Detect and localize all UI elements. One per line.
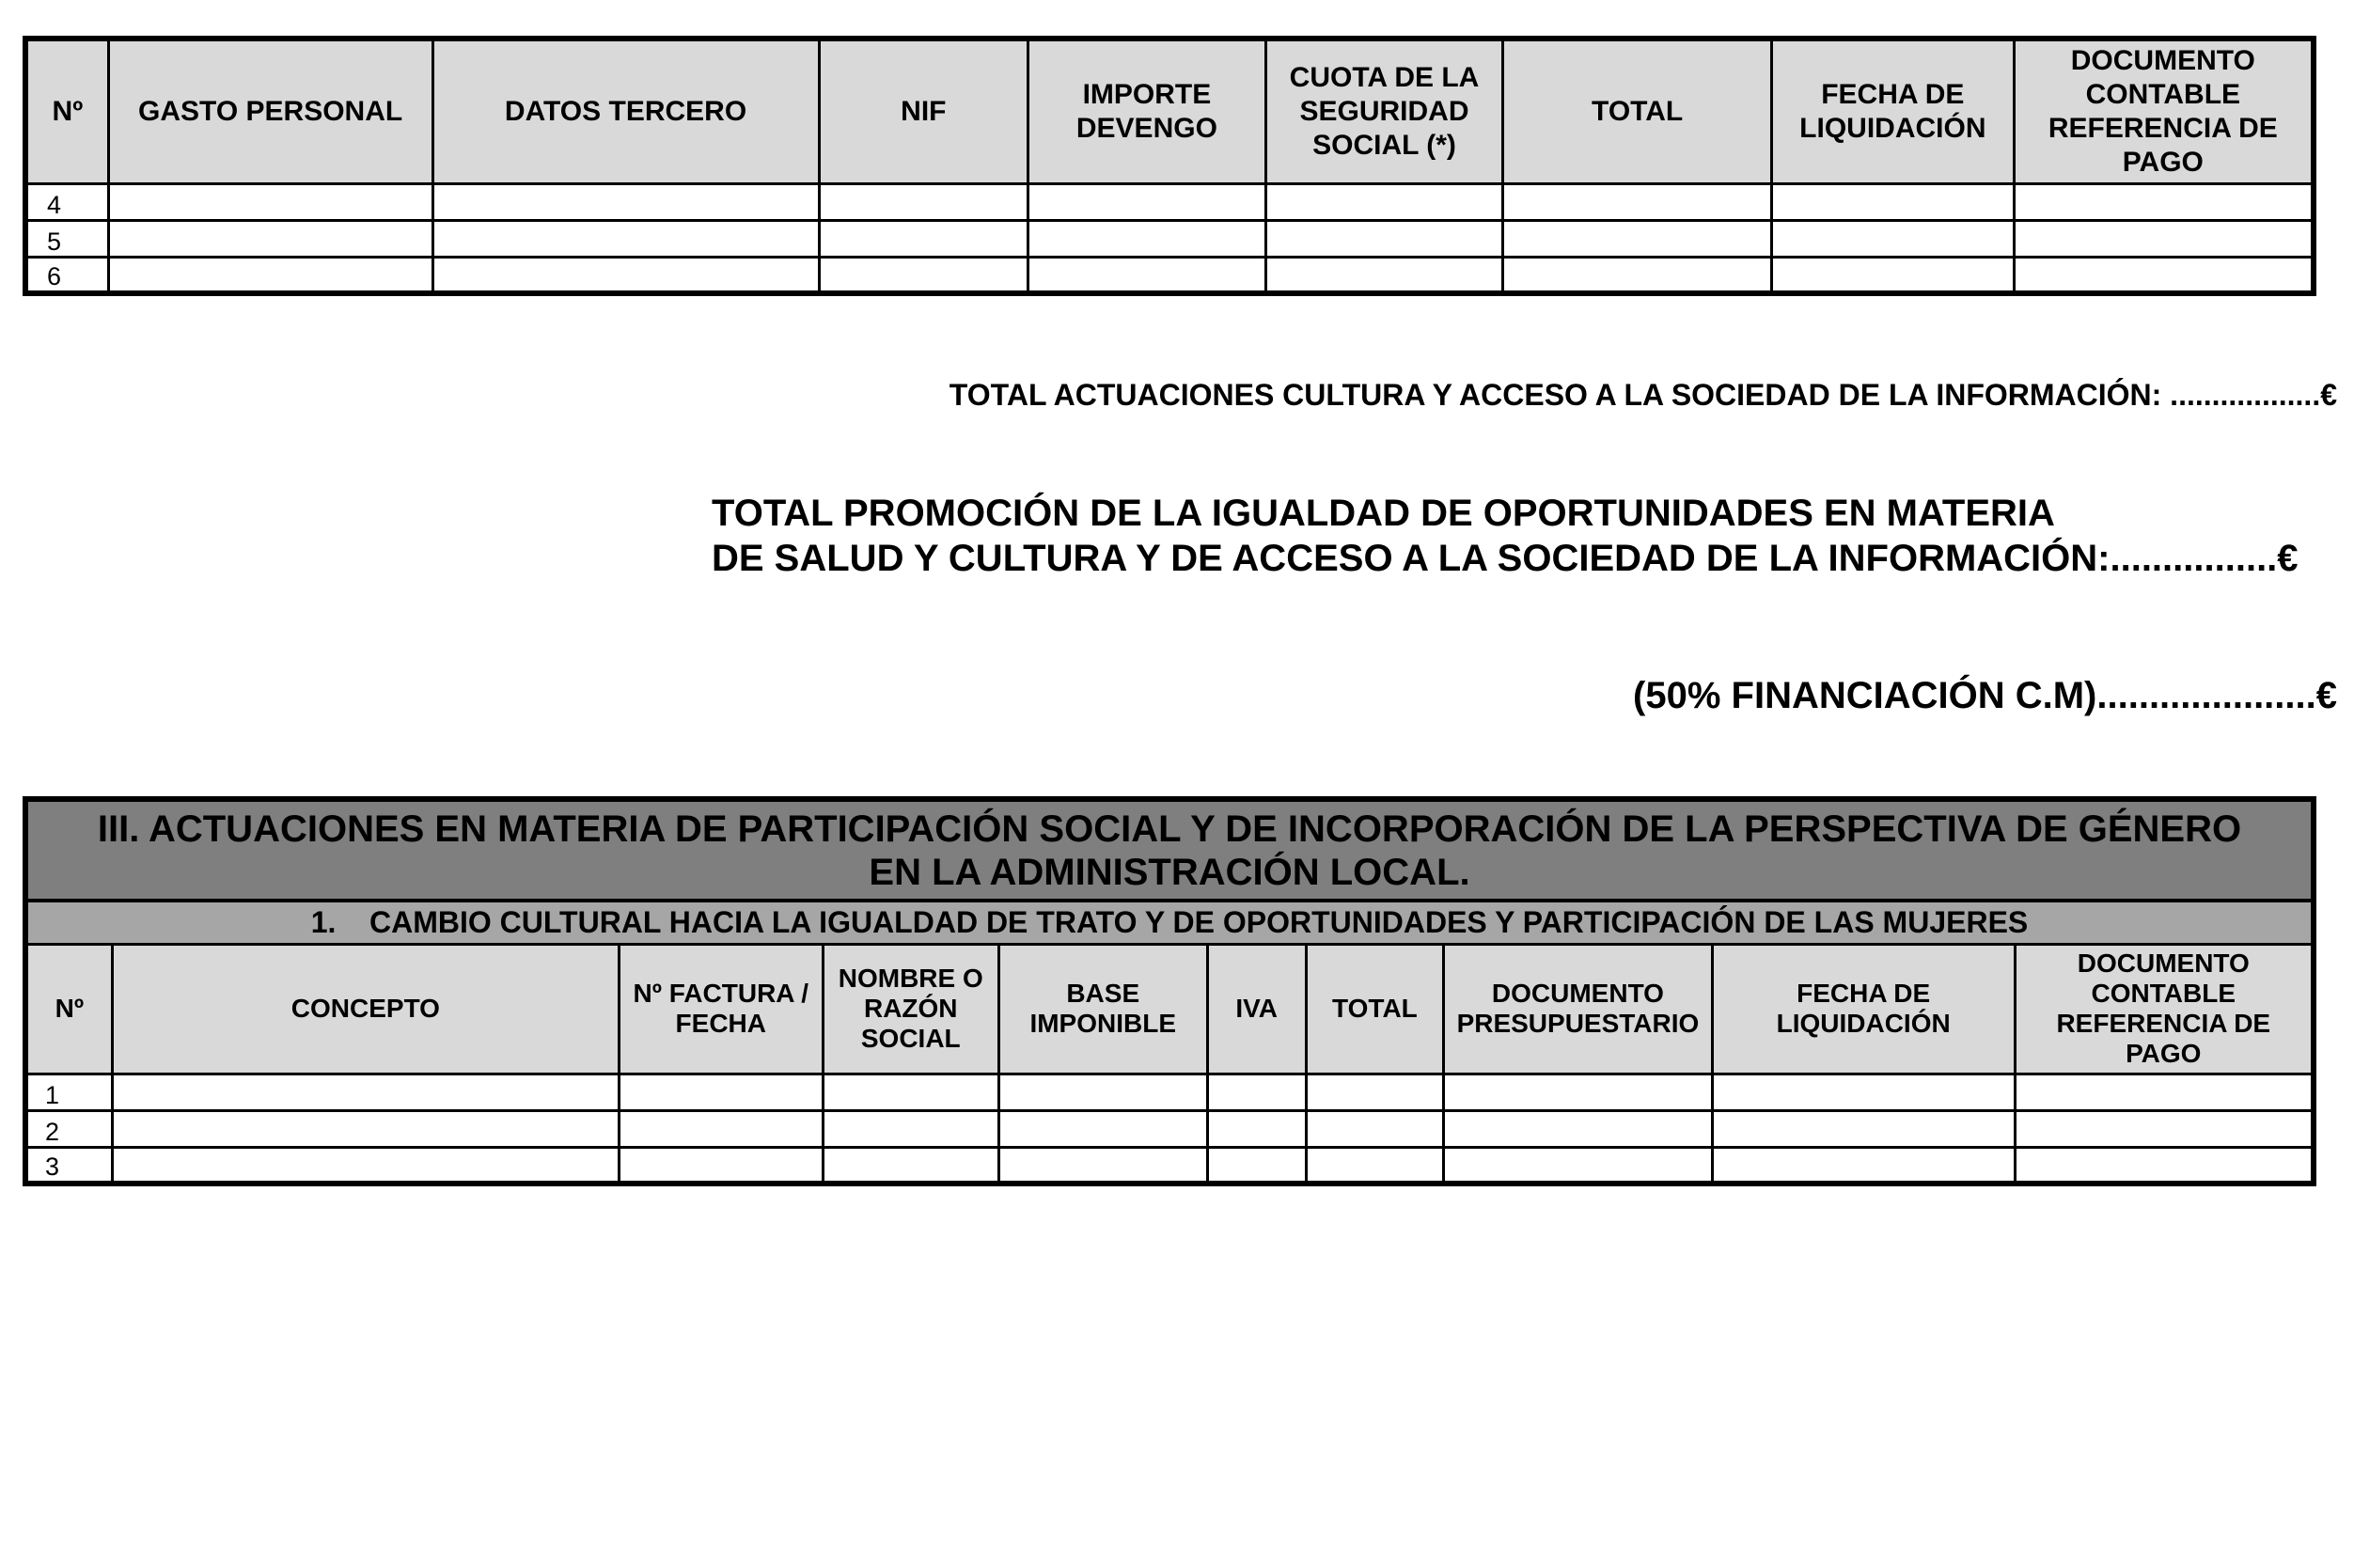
table-cell[interactable]: [432, 220, 819, 257]
table-header-row: [25, 39, 2314, 183]
table-cell[interactable]: [1265, 257, 1503, 293]
table-cell[interactable]: [620, 1074, 824, 1110]
table-cell[interactable]: [1306, 1110, 1443, 1147]
table-cell[interactable]: [1028, 257, 1266, 293]
table-cell[interactable]: [819, 220, 1028, 257]
table-cell[interactable]: [823, 1074, 998, 1110]
table-cell[interactable]: [819, 257, 1028, 293]
col-header-total: TOTAL: [1503, 39, 1772, 183]
col-header-num: Nº: [25, 944, 112, 1074]
table-cell[interactable]: [2015, 1074, 2314, 1110]
financiacion-line: (50% FINANCIACIÓN C.M).....................€: [1633, 675, 2337, 716]
col-header-base-imponible: BASE IMPONIBLE: [998, 944, 1207, 1074]
col-header-num: Nº: [25, 39, 108, 183]
col-header-documento-contable: DOCUMENTO CONTABLE REFERENCIA DE PAGO: [2015, 944, 2314, 1074]
table-cell[interactable]: [1306, 1147, 1443, 1184]
table-cell[interactable]: [1444, 1110, 1713, 1147]
table-cell[interactable]: [112, 1147, 619, 1184]
table-cell[interactable]: [998, 1074, 1207, 1110]
table-cell[interactable]: [823, 1147, 998, 1184]
table-cell[interactable]: [432, 183, 819, 220]
col-header-gasto-personal: GASTO PERSONAL: [108, 39, 432, 183]
col-header-factura-fecha: Nº FACTURA / FECHA: [620, 944, 824, 1074]
col-header-nif: NIF: [819, 39, 1028, 183]
table-cell[interactable]: [1772, 220, 2015, 257]
total-cultura-line: TOTAL ACTUACIONES CULTURA Y ACCESO A LA SOCIEDAD DE LA INFORMACIÓN: ..................€: [949, 378, 2337, 412]
table-cell[interactable]: [1772, 257, 2015, 293]
table-cell[interactable]: [1306, 1074, 1443, 1110]
table-cell[interactable]: [1712, 1110, 2015, 1147]
row-number: 6: [25, 257, 108, 293]
section-title-row: [25, 799, 2314, 901]
table-header-row: [25, 944, 2314, 1074]
table-cell[interactable]: [1207, 1074, 1306, 1110]
subsection-title: 1. CAMBIO CULTURAL HACIA LA IGUALDAD DE TRATO Y DE OPORTUNIDADES Y PARTICIPACIÓN DE LAS MUJERES: [25, 901, 2314, 944]
table-cell[interactable]: [1503, 220, 1772, 257]
table-cell[interactable]: [998, 1110, 1207, 1147]
table-cell[interactable]: [620, 1147, 824, 1184]
table-cell[interactable]: [1444, 1147, 1713, 1184]
col-header-importe-devengo: IMPORTE DEVENGO: [1028, 39, 1266, 183]
table-cell[interactable]: [1207, 1147, 1306, 1184]
table-cell[interactable]: [1772, 183, 2015, 220]
table-cell[interactable]: [2014, 183, 2314, 220]
table-cell[interactable]: [998, 1147, 1207, 1184]
table-cell[interactable]: [1265, 183, 1503, 220]
table-cell[interactable]: [1503, 257, 1772, 293]
row-number: 1: [25, 1074, 112, 1110]
table-cell[interactable]: [819, 183, 1028, 220]
table-row: [25, 1110, 2314, 1147]
table-cell[interactable]: [1503, 183, 1772, 220]
table-cell[interactable]: [2015, 1110, 2314, 1147]
table-cell[interactable]: [108, 220, 432, 257]
section-title-line-2: EN LA ADMINISTRACIÓN LOCAL.: [869, 851, 1470, 893]
table-cell[interactable]: [1712, 1074, 2015, 1110]
col-header-datos-tercero: DATOS TERCERO: [432, 39, 819, 183]
table-cell[interactable]: [620, 1110, 824, 1147]
col-header-documento-presupuestario: DOCUMENTO PRESUPUESTARIO: [1444, 944, 1713, 1074]
participation-actions-table: [23, 796, 2316, 1186]
subsection-title-row: [25, 901, 2314, 944]
table-cell[interactable]: [108, 183, 432, 220]
col-header-cuota-seguridad-social: CUOTA DE LA SEGURIDAD SOCIAL (*): [1265, 39, 1503, 183]
table-row: [25, 220, 2314, 257]
table-cell[interactable]: [823, 1110, 998, 1147]
col-header-iva: IVA: [1207, 944, 1306, 1074]
table-cell[interactable]: [1028, 220, 1266, 257]
table-cell[interactable]: [108, 257, 432, 293]
row-number: 2: [25, 1110, 112, 1147]
col-header-concepto: CONCEPTO: [112, 944, 619, 1074]
personal-expenses-table: [23, 36, 2316, 296]
col-header-total: TOTAL: [1306, 944, 1443, 1074]
section-title-line-1: III. ACTUACIONES EN MATERIA DE PARTICIPACIÓN SOCIAL Y DE INCORPORACIÓN DE LA PERSPECTIVA DE GÉNERO: [97, 808, 2242, 850]
row-number: 3: [25, 1147, 112, 1184]
row-number: 5: [25, 220, 108, 257]
table-cell[interactable]: [2014, 220, 2314, 257]
section-title: [25, 799, 2314, 901]
table-cell[interactable]: [112, 1074, 619, 1110]
table-cell[interactable]: [2015, 1147, 2314, 1184]
table-cell[interactable]: [1265, 220, 1503, 257]
col-header-nombre-razon-social: NOMBRE O RAZÓN SOCIAL: [823, 944, 998, 1074]
table-cell[interactable]: [112, 1110, 619, 1147]
table-row: [25, 257, 2314, 293]
table-cell[interactable]: [432, 257, 819, 293]
total-promocion-line-2: DE SALUD Y CULTURA Y DE ACCESO A LA SOCIEDAD DE LA INFORMACIÓN:................€: [712, 538, 2299, 579]
table-cell[interactable]: [1712, 1147, 2015, 1184]
table-row: [25, 1147, 2314, 1184]
col-header-fecha-liquidacion: FECHA DE LIQUIDACIÓN: [1772, 39, 2015, 183]
table-cell[interactable]: [1444, 1074, 1713, 1110]
total-promocion-block: [712, 491, 2299, 581]
col-header-documento-contable: DOCUMENTO CONTABLE REFERENCIA DE PAGO: [2014, 39, 2314, 183]
table-row: [25, 1074, 2314, 1110]
total-promocion-line-1: TOTAL PROMOCIÓN DE LA IGUALDAD DE OPORTUNIDADES EN MATERIA: [712, 493, 2055, 534]
table-cell[interactable]: [1207, 1110, 1306, 1147]
table-cell[interactable]: [2014, 257, 2314, 293]
col-header-fecha-liquidacion: FECHA DE LIQUIDACIÓN: [1712, 944, 2015, 1074]
row-number: 4: [25, 183, 108, 220]
table-cell[interactable]: [1028, 183, 1266, 220]
table-row: [25, 183, 2314, 220]
